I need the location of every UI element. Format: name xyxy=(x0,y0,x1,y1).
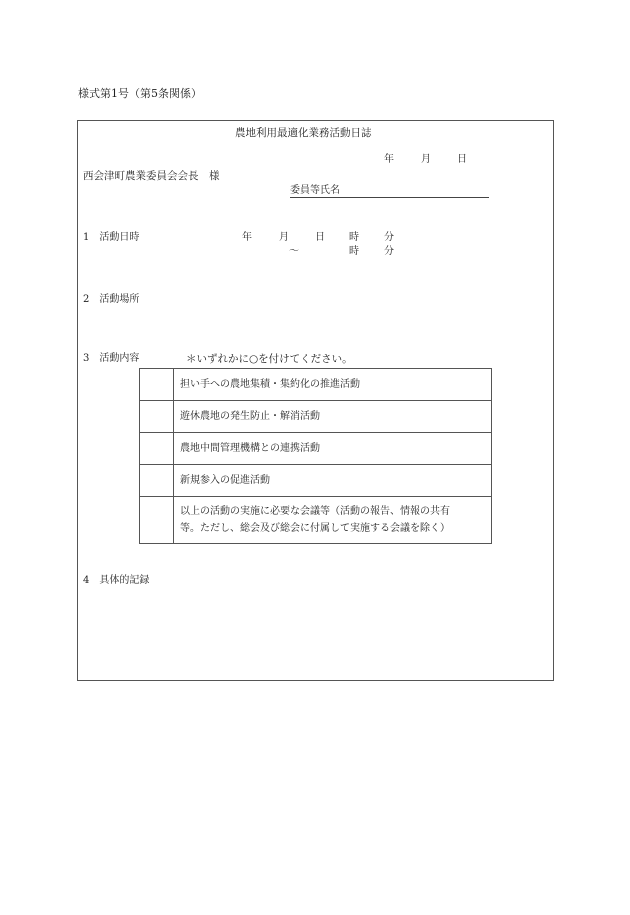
section-2-label: 2 活動場所 xyxy=(83,294,140,305)
section-3-note: ＊いずれかに○を付けてください。 xyxy=(186,353,353,365)
member-name-field[interactable] xyxy=(290,197,489,198)
form-number-label: 様式第1号（第5条関係） xyxy=(78,87,202,100)
start-year: 年 xyxy=(242,232,252,243)
date-year: 年 xyxy=(384,154,394,165)
table-row xyxy=(140,369,492,401)
table-row xyxy=(140,433,492,465)
member-name-label: 委員等氏名 xyxy=(290,185,340,196)
start-hour: 時 xyxy=(349,232,359,243)
end-hour: 時 xyxy=(349,246,359,257)
activity-item-label: 農地中間管理機構との連携活動 xyxy=(174,433,492,465)
end-minute: 分 xyxy=(384,246,394,257)
checkbox-cell[interactable] xyxy=(140,497,174,544)
table-row xyxy=(140,465,492,497)
activity-content-table xyxy=(139,368,492,544)
start-month: 月 xyxy=(279,232,289,243)
activity-item-label: 以上の活動の実施に必要な会議等（活動の報告、情報の共有 等。ただし、総会及び総会に付属して実施する会議を除く） xyxy=(174,497,492,544)
section-1-label: 1 活動日時 xyxy=(83,232,140,243)
table-row xyxy=(140,497,492,544)
table-row xyxy=(140,401,492,433)
checkbox-cell[interactable] xyxy=(140,465,174,497)
start-minute: 分 xyxy=(384,232,394,243)
checkbox-cell[interactable] xyxy=(140,433,174,465)
date-month: 月 xyxy=(421,154,431,165)
time-range-tilde: ～ xyxy=(289,246,299,257)
activity-item-label: 新規参入の促進活動 xyxy=(174,465,492,497)
start-day: 日 xyxy=(315,232,325,243)
form-title: 農地利用最適化業務活動日誌 xyxy=(235,127,372,139)
checkbox-cell[interactable] xyxy=(140,369,174,401)
activity-item-label: 遊休農地の発生防止・解消活動 xyxy=(174,401,492,433)
recipient: 西会津町農業委員会会長 様 xyxy=(83,170,220,182)
section-3-label: 3 活動内容 xyxy=(83,353,140,364)
date-day: 日 xyxy=(457,154,467,165)
checkbox-cell[interactable] xyxy=(140,401,174,433)
section-4-label: 4 具体的記録 xyxy=(83,575,150,586)
activity-item-label: 担い手への農地集積・集約化の推進活動 xyxy=(174,369,492,401)
